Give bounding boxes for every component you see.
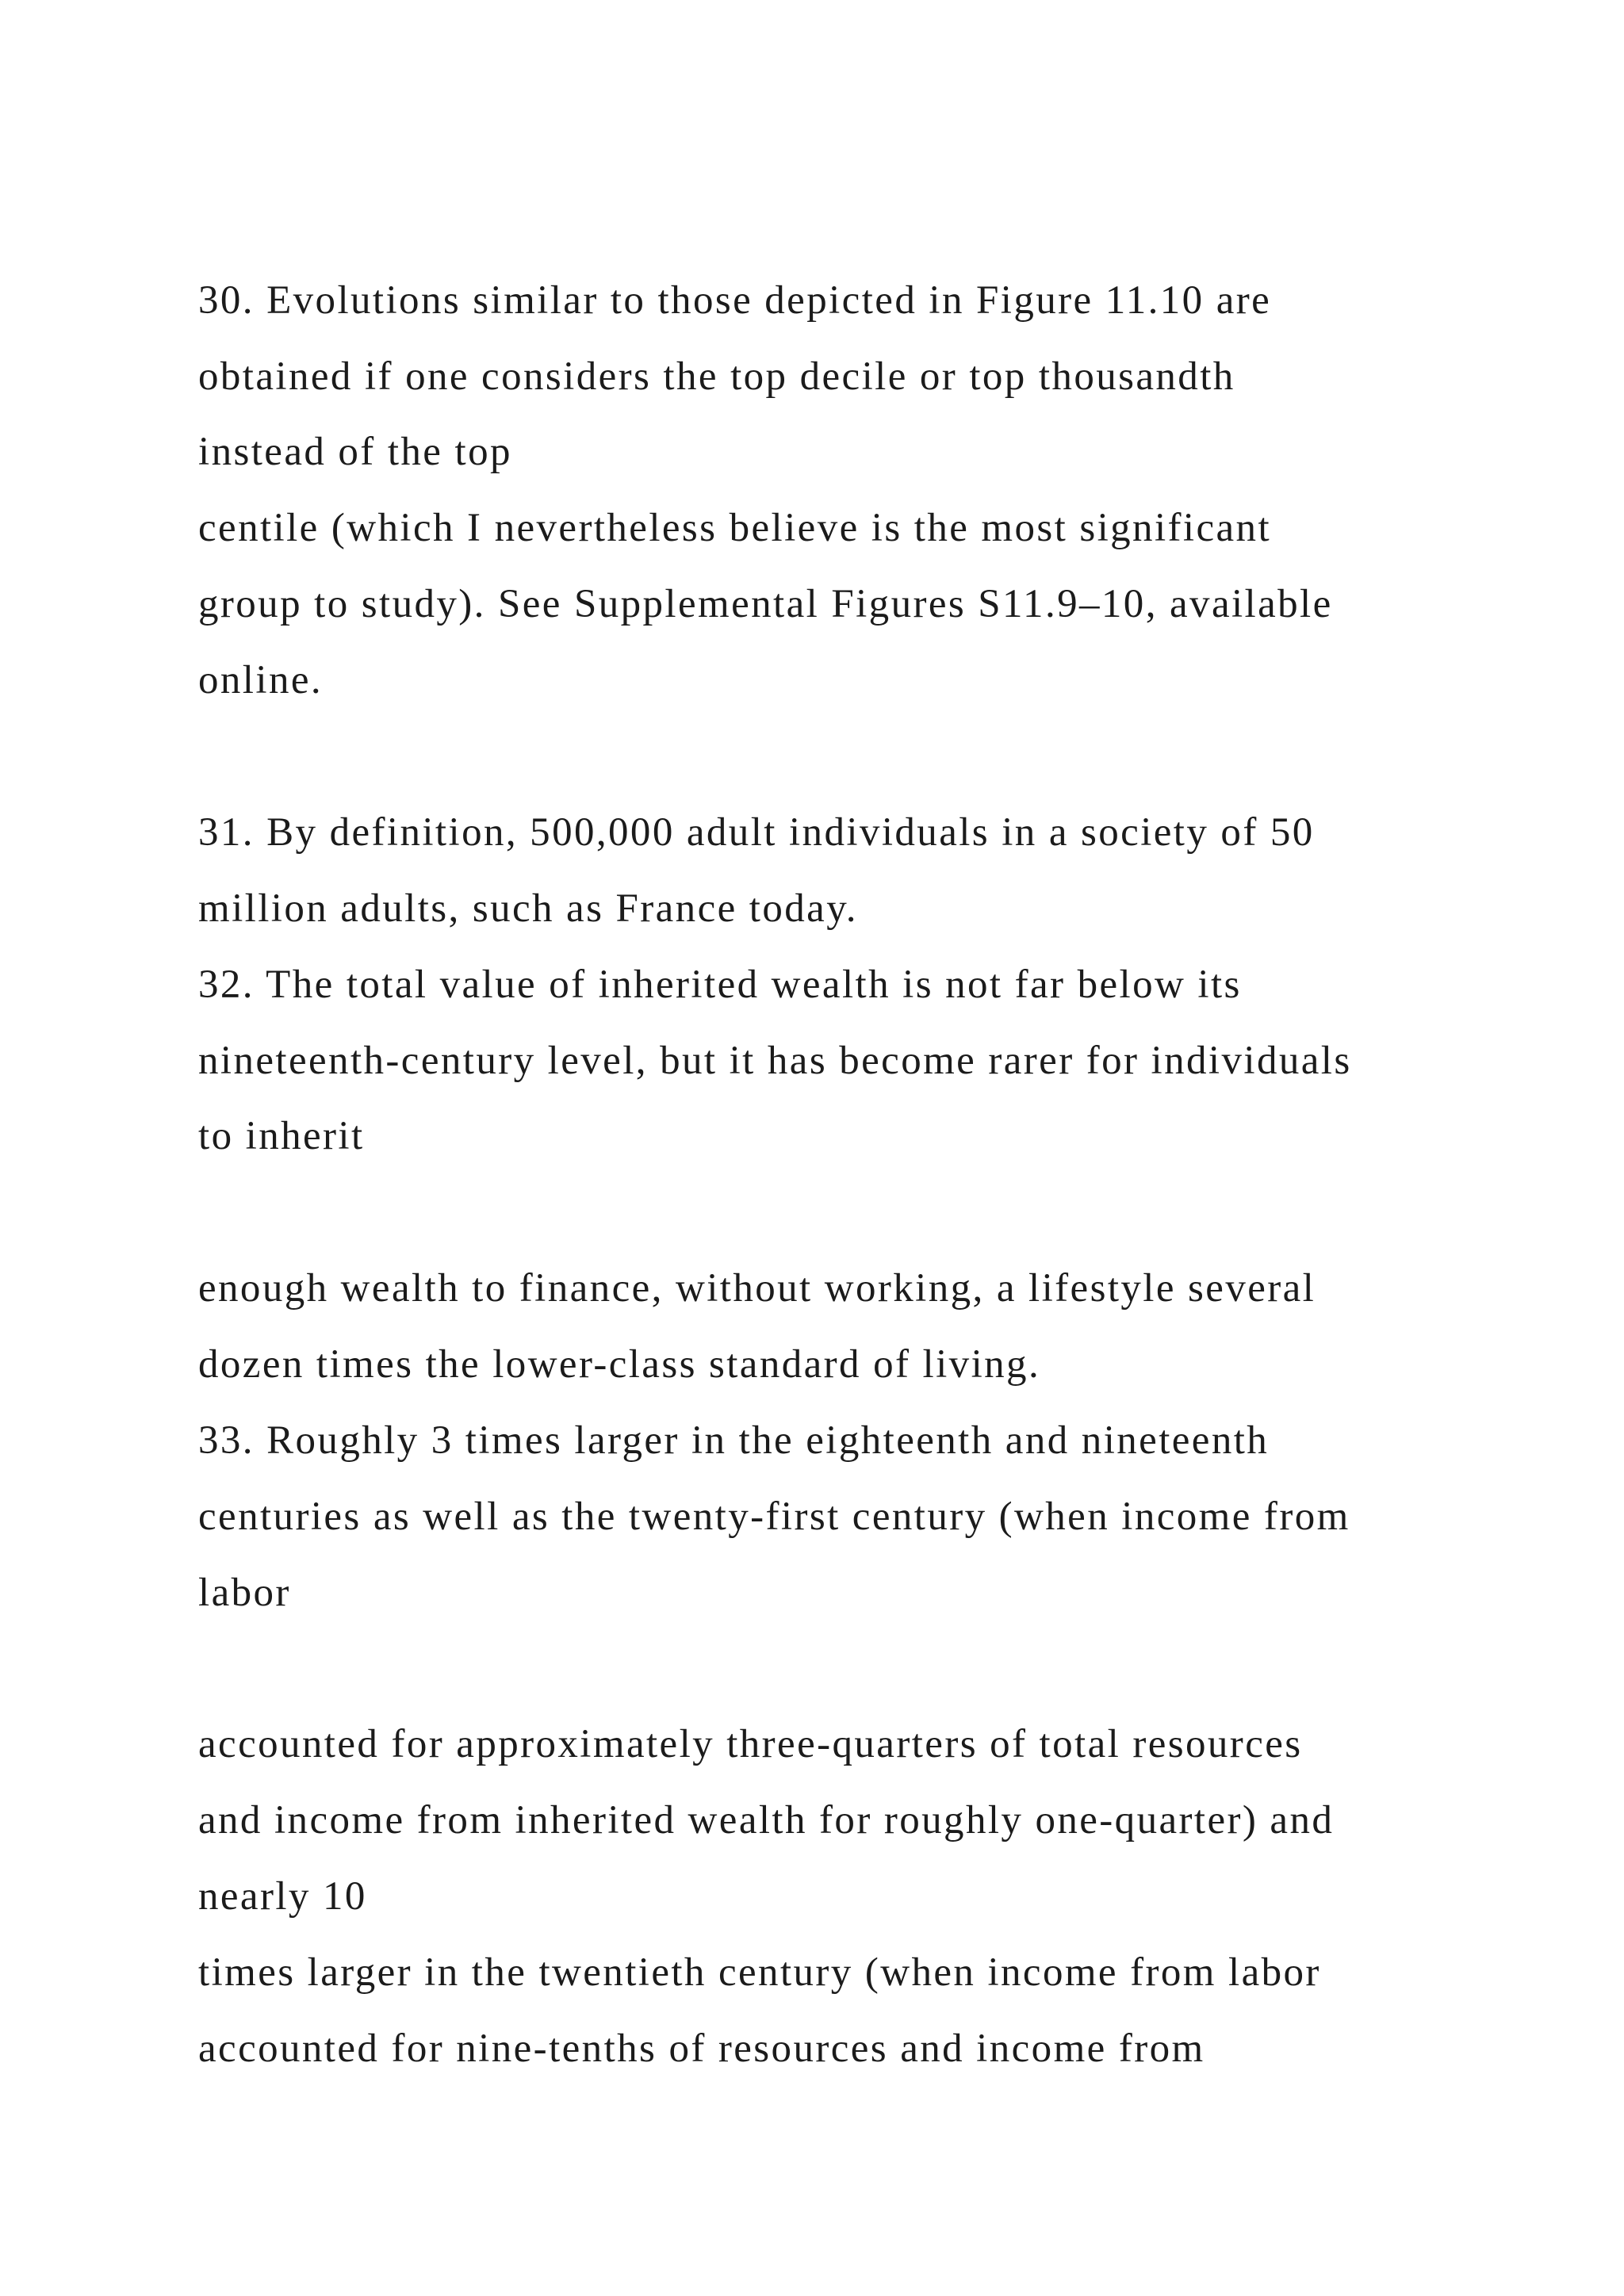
- note-33-line-8: accounted for nine-tenths of resources and income from: [198, 2026, 1205, 2071]
- note-33-line-1: 33. Roughly 3 times larger in the eighteenth and nineteenth: [198, 1418, 1270, 1463]
- note-30-line-1: 30. Evolutions similar to those depicted in Figure 11.10 are: [198, 278, 1272, 323]
- note-32-line-1: 32. The total value of inherited wealth is not far below its: [198, 962, 1242, 1007]
- note-33-line-5: and income from inherited wealth for roughly one-quarter) and: [198, 1798, 1335, 1843]
- note-31-line-1: 31. By definition, 500,000 adult individuals in a society of 50: [198, 810, 1315, 855]
- note-33-line-4: accounted for approximately three-quarters of total resources: [198, 1722, 1303, 1766]
- note-32-line-2: nineteenth-century level, but it has become rarer for individuals: [198, 1039, 1352, 1083]
- note-30-line-5: group to study). See Supplemental Figures S11.9–10, available: [198, 582, 1333, 626]
- note-30-line-6: online.: [198, 658, 324, 702]
- note-33-line-6: nearly 10: [198, 1874, 367, 1919]
- note-30-line-4: centile (which I nevertheless believe is the most significant: [198, 506, 1272, 550]
- note-32-line-4: enough wealth to finance, without working, a lifestyle several: [198, 1266, 1316, 1311]
- note-30-line-2: obtained if one considers the top decile or top thousandth: [198, 354, 1235, 399]
- note-33-line-7: times larger in the twentieth century (when income from labor: [198, 1950, 1321, 1995]
- note-33-line-2: centuries as well as the twenty-first century (when income from: [198, 1494, 1350, 1539]
- note-32-line-3: to inherit: [198, 1114, 365, 1158]
- note-33-line-3: labor: [198, 1571, 291, 1615]
- note-32-line-5: dozen times the lower-class standard of living.: [198, 1342, 1041, 1387]
- note-31-line-2: million adults, such as France today.: [198, 886, 858, 931]
- note-30-line-3: instead of the top: [198, 430, 512, 474]
